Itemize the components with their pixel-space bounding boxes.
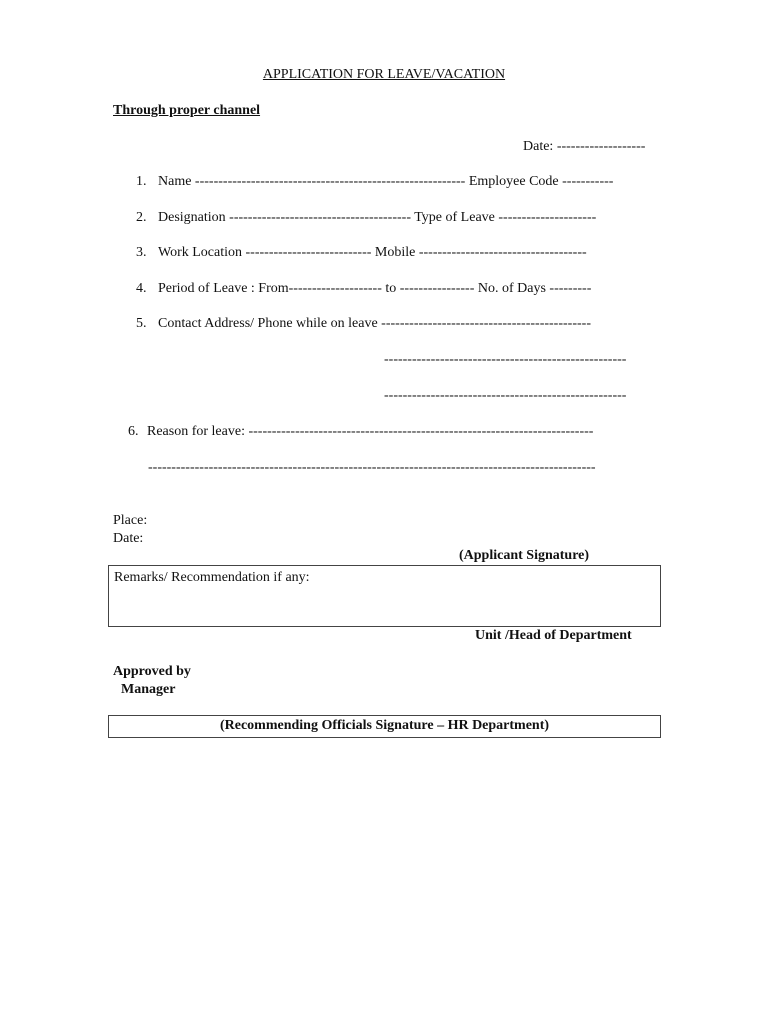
item-number: 5. bbox=[136, 316, 147, 331]
item-number: 6. bbox=[128, 424, 139, 439]
item-text: Contact Address/ Phone while on leave --------------------------------------------- bbox=[158, 316, 591, 331]
item-text: Work Location --------------------------- Mobile ------------------------------------ bbox=[158, 245, 587, 260]
item-contact bbox=[136, 315, 591, 333]
address-line-3: ---------------------------------------------------- bbox=[384, 388, 627, 403]
item-number: 1. bbox=[136, 174, 147, 189]
form-title: APPLICATION FOR LEAVE/VACATION bbox=[262, 67, 506, 82]
item-reason bbox=[128, 423, 594, 441]
remarks-box bbox=[108, 565, 661, 627]
remarks-label: Remarks/ Recommendation if any: bbox=[114, 570, 310, 585]
through-channel: Through proper channel bbox=[113, 103, 261, 118]
place-label: Place: bbox=[113, 513, 148, 528]
approved-by-label: Approved by bbox=[113, 664, 191, 679]
applicant-signature: (Applicant Signature) bbox=[459, 548, 590, 563]
item-text: Designation --------------------------------------- Type of Leave --------------------- bbox=[158, 210, 597, 225]
item-number: 3. bbox=[136, 245, 147, 260]
item-work-location bbox=[136, 244, 587, 262]
reason-line-2: ------------------------------------------------------------------------------------------------ bbox=[148, 460, 596, 475]
item-designation bbox=[136, 209, 597, 227]
item-name bbox=[136, 173, 614, 191]
date-line: Date: ------------------- bbox=[523, 139, 646, 154]
item-text: Reason for leave: -------------------------------------------------------------------------- bbox=[147, 424, 594, 439]
manager-label: Manager bbox=[121, 682, 176, 697]
hr-signature-label: (Recommending Officials Signature – HR Department) bbox=[219, 718, 550, 733]
item-number: 4. bbox=[136, 281, 147, 296]
hr-signature-box bbox=[108, 715, 661, 738]
date-label: Date: bbox=[113, 531, 144, 546]
item-number: 2. bbox=[136, 210, 147, 225]
item-period bbox=[136, 280, 592, 298]
item-text: Name ---------------------------------------------------------- Employee Code ----------- bbox=[158, 174, 614, 189]
address-line-2: ---------------------------------------------------- bbox=[384, 352, 627, 367]
item-text: Period of Leave : From-------------------- to ---------------- No. of Days --------- bbox=[158, 281, 592, 296]
unit-head-label: Unit /Head of Department bbox=[475, 628, 632, 643]
